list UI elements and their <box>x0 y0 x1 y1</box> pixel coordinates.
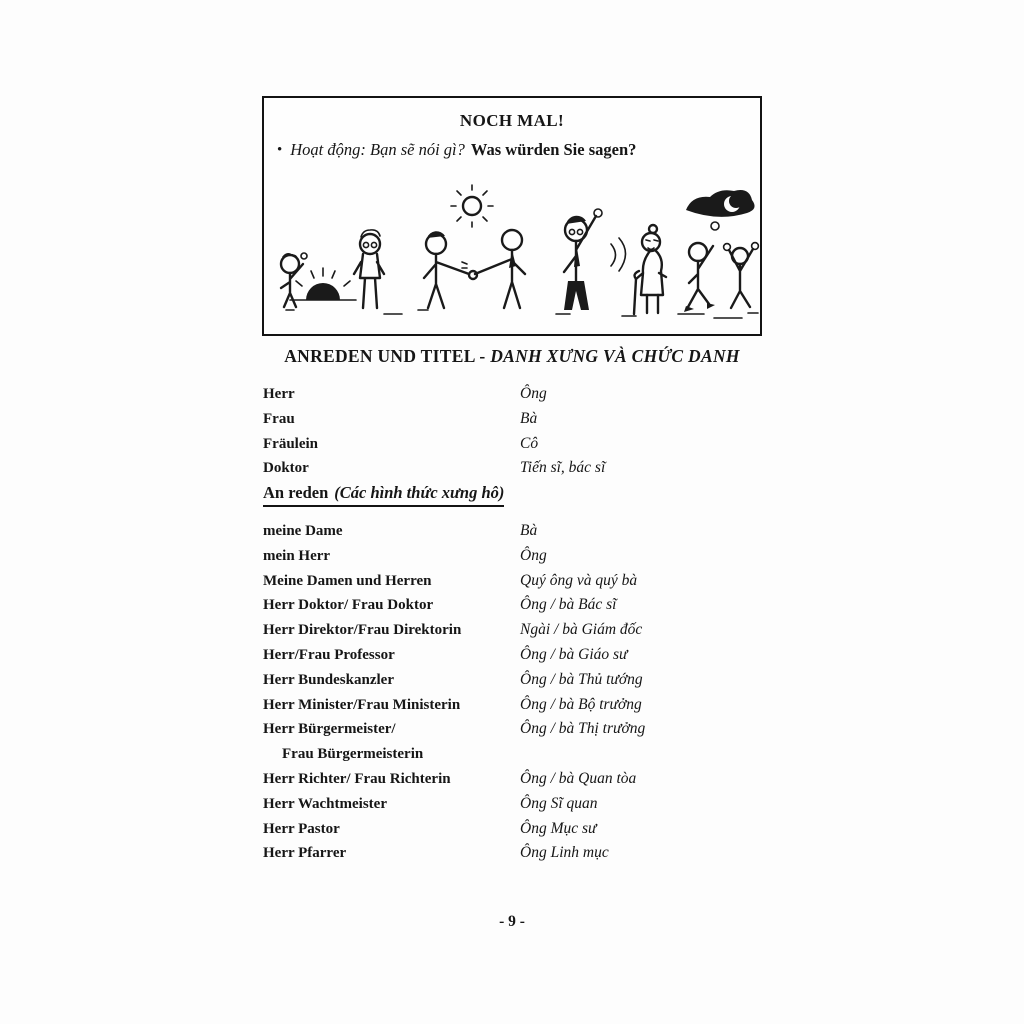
vocab-row <box>263 841 763 866</box>
vocab-row <box>263 693 763 718</box>
vocab-row <box>263 456 763 481</box>
vietnamese-translation: Bà <box>520 522 538 539</box>
vocab-row <box>263 519 763 544</box>
vietnamese-translation: Bà <box>520 409 538 427</box>
vocab-row <box>263 643 763 668</box>
vietnamese-translation: Ông Sĩ quan <box>520 794 598 812</box>
moon-cloud-icon <box>686 190 755 217</box>
german-cell <box>263 717 520 767</box>
subsection-heading-vietnamese: (Các hình thức xưng hô) <box>334 483 505 502</box>
german-term: Herr Bürgermeister/ <box>263 721 396 738</box>
section-heading-separator: - <box>474 346 491 366</box>
german-term: Meine Damen und Herren <box>263 572 432 589</box>
german-term: Herr Pfarrer <box>263 845 347 862</box>
activity-box <box>262 96 762 336</box>
vietnamese-translation: Ông / bà Thị trưởng <box>520 720 646 738</box>
activity-prompt-german: Was würden Sie sagen? <box>470 140 637 159</box>
vietnamese-translation: Ngài / bà Giám đốc <box>520 621 643 639</box>
vocab-row <box>263 668 763 693</box>
adult-woman-figure <box>354 230 384 308</box>
vietnamese-translation: Ông / bà Thủ tướng <box>520 670 643 688</box>
vocab-row <box>263 767 763 792</box>
page-number: - 9 - <box>499 913 525 930</box>
handshake-men-figures <box>424 230 525 308</box>
german-term: Herr Minister/Frau Ministerin <box>263 696 461 713</box>
german-cell <box>263 432 520 457</box>
vocab-row <box>263 593 763 618</box>
section-heading <box>0 346 1024 367</box>
sun-icon <box>451 185 493 227</box>
german-cell <box>263 767 520 792</box>
vocab-row <box>263 569 763 594</box>
vocab-row <box>263 544 763 569</box>
german-term: meine Dame <box>263 523 343 539</box>
german-cell <box>263 618 520 643</box>
german-cell <box>263 544 520 569</box>
vietnamese-translation: Ông <box>520 546 547 564</box>
waving-man-figure <box>564 209 602 310</box>
german-cell <box>263 519 520 544</box>
german-term: Herr <box>263 386 295 402</box>
german-term: Herr/Frau Professor <box>263 646 395 663</box>
vietnamese-translation: Ông <box>520 385 547 402</box>
vocab-row <box>263 407 763 432</box>
german-cell <box>263 382 520 407</box>
bullet-icon: • <box>277 142 283 158</box>
subsection-heading <box>263 483 504 507</box>
german-term: Herr Richter/ Frau Richterin <box>263 770 451 787</box>
german-term: Herr Wachtmeister <box>263 795 387 812</box>
greeting-scenes-illustration <box>266 182 760 330</box>
vietnamese-translation: Ông / bà Quan tòa <box>520 769 637 787</box>
german-term-continued: Frau Bürgermeisterin <box>282 746 424 763</box>
vocab-row <box>263 792 763 817</box>
german-cell <box>263 693 520 718</box>
german-term: Fräulein <box>263 435 318 452</box>
sunrise-icon <box>290 268 356 300</box>
german-cell <box>263 456 520 481</box>
section-heading-vietnamese: DANH XƯNG VÀ CHỨC DANH <box>490 346 740 366</box>
vocab-row <box>263 432 763 457</box>
vocab-row <box>263 618 763 643</box>
vietnamese-translation: Ông Linh mục <box>520 844 609 862</box>
activity-box-title: NOCH MAL! <box>459 111 565 130</box>
elderly-woman-figure <box>634 225 666 314</box>
child-figure <box>281 253 307 307</box>
activity-prompt-vietnamese: Hoạt động: Bạn sẽ nói gì? <box>290 140 465 159</box>
german-term: Herr Bundeskanzler <box>263 671 394 688</box>
ground-strokes <box>286 310 758 318</box>
german-term: Herr Doktor/ Frau Doktor <box>263 597 434 614</box>
german-cell <box>263 569 520 594</box>
vietnamese-translation: Ông / bà Bác sĩ <box>520 596 617 614</box>
german-cell <box>263 792 520 817</box>
german-cell <box>263 841 520 866</box>
vietnamese-translation: Cô <box>520 434 539 452</box>
vietnamese-translation: Quý ông và quý bà <box>520 571 638 589</box>
german-cell <box>263 643 520 668</box>
vietnamese-translation: Ông / bà Giáo sư <box>520 645 628 663</box>
vocab-list-titles <box>263 382 763 481</box>
vocab-row <box>263 817 763 842</box>
german-cell <box>263 668 520 693</box>
activity-bullet-line <box>277 140 760 160</box>
vietnamese-translation: Ông Mục sư <box>520 819 597 837</box>
german-term: mein Herr <box>263 547 331 564</box>
german-term: Herr Direktor/Frau Direktorin <box>263 622 462 639</box>
german-term: Frau <box>263 410 295 427</box>
german-term: Doktor <box>263 460 309 477</box>
german-cell <box>263 817 520 842</box>
section-heading-german: ANREDEN UND TITEL <box>284 346 475 366</box>
vocab-list-anreden <box>263 519 763 866</box>
german-term: Herr Pastor <box>263 820 340 837</box>
german-cell <box>263 407 520 432</box>
vietnamese-translation: Tiến sĩ, bác sĩ <box>520 459 606 477</box>
night-children-figures <box>684 222 758 312</box>
vietnamese-translation: Ông / bà Bộ trưởng <box>520 695 642 713</box>
subsection-heading-german: An reden <box>263 483 329 502</box>
german-cell <box>263 593 520 618</box>
vocab-row <box>263 382 763 407</box>
vocab-row <box>263 717 763 767</box>
farewell-motion-arcs <box>611 238 626 271</box>
